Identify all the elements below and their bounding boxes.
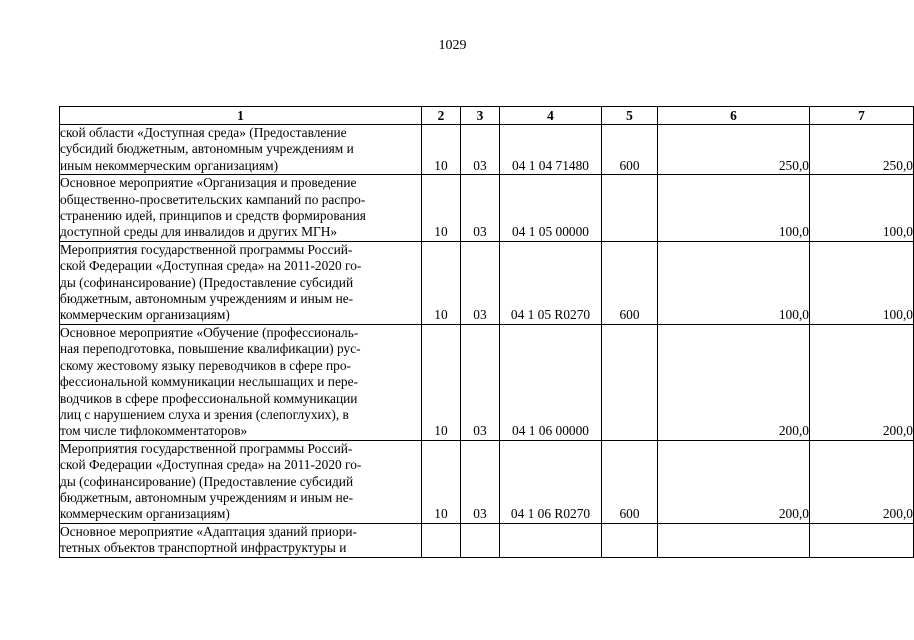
section-code: 10: [422, 241, 461, 324]
row-description: [60, 241, 422, 324]
expense-type-code: [602, 175, 658, 242]
subsection-code: 03: [461, 324, 500, 440]
table-row: [60, 523, 914, 557]
target-article-code: 04 1 06 R0270: [500, 440, 602, 523]
table-row: [60, 440, 914, 523]
description-line: иным некоммерческим организациям): [60, 157, 279, 173]
description-line: общественно-просветительских кампаний по распро-: [60, 191, 366, 207]
description-line: коммерческим организациям): [60, 506, 230, 522]
row-description: [60, 175, 422, 242]
budget-table: [59, 106, 914, 558]
target-article-code: 04 1 05 R0270: [500, 241, 602, 324]
description-line: странению идей, принципов и средств формирования: [60, 208, 366, 224]
page-number: 1029: [438, 38, 467, 53]
section-code: 10: [422, 324, 461, 440]
table-row: [60, 324, 914, 440]
description-line: тетных объектов транспортной инфраструктуры и: [60, 540, 347, 556]
target-article-code: 04 1 05 00000: [500, 175, 602, 242]
row-description: [60, 125, 422, 175]
header-col-3: 3: [461, 107, 500, 125]
header-col-7: 7: [810, 107, 914, 125]
description-line: Основное мероприятие «Организация и проведение: [60, 175, 357, 191]
row-description: [60, 324, 422, 440]
row-description: [60, 440, 422, 523]
amount-col-6: 200,0: [658, 324, 810, 440]
description-line: Мероприятия государственной программы Россий-: [60, 440, 353, 456]
description-line: Основное мероприятие «Обучение (профессиональ-: [60, 324, 359, 340]
subsection-code: 03: [461, 175, 500, 242]
subsection-code: 03: [461, 125, 500, 175]
subsection-code: 03: [461, 440, 500, 523]
table-row: [60, 125, 914, 175]
subsection-code: [461, 523, 500, 557]
description-line: ная переподготовка, повышение квалификации) рус-: [60, 341, 361, 357]
amount-col-6: 250,0: [658, 125, 810, 175]
header-col-2: 2: [422, 107, 461, 125]
description-line: Основное мероприятие «Адаптация зданий приори-: [60, 523, 358, 539]
description-line: доступной среды для инвалидов и других МГН»: [60, 224, 338, 240]
description-line: ской Федерации «Доступная среда» на 2011-2020 го-: [60, 457, 362, 473]
amount-col-7: 100,0: [810, 241, 914, 324]
header-col-1: 1: [60, 107, 422, 125]
description-line: ды (софинансирование) (Предоставление субсидий: [60, 473, 354, 489]
amount-col-7: 100,0: [810, 175, 914, 242]
description-line: ской Федерации «Доступная среда» на 2011-2020 го-: [60, 258, 362, 274]
amount-col-7: 250,0: [810, 125, 914, 175]
target-article-code: [500, 523, 602, 557]
amount-col-7: 200,0: [810, 324, 914, 440]
amount-col-6: 100,0: [658, 175, 810, 242]
description-line: ды (софинансирование) (Предоставление субсидий: [60, 274, 354, 290]
table-row: [60, 241, 914, 324]
description-line: субсидий бюджетным, автономным учреждениям и: [60, 141, 354, 157]
expense-type-code: 600: [602, 241, 658, 324]
table-row: [60, 175, 914, 242]
expense-type-code: [602, 523, 658, 557]
section-code: 10: [422, 175, 461, 242]
description-line: скому жестовому языку переводчиков в сфере про-: [60, 357, 351, 373]
description-line: водчиков в сфере профессиональной коммуникации: [60, 390, 358, 406]
description-line: ской области «Доступная среда» (Предоставление: [60, 125, 347, 140]
expense-type-code: 600: [602, 125, 658, 175]
description-line: лиц с нарушением слуха и зрения (слепоглухих), в: [60, 406, 349, 422]
section-code: [422, 523, 461, 557]
description-line: бюджетным, автономным учреждениям и иным не-: [60, 291, 354, 307]
target-article-code: 04 1 06 00000: [500, 324, 602, 440]
description-line: том числе тифлокомментаторов»: [60, 423, 248, 439]
description-line: фессиональной коммуникации неслышащих и пере-: [60, 374, 358, 390]
description-line: Мероприятия государственной программы Россий-: [60, 241, 353, 257]
row-description: [60, 523, 422, 557]
target-article-code: 04 1 04 71480: [500, 125, 602, 175]
amount-col-7: [810, 523, 914, 557]
header-row: [60, 107, 914, 125]
header-col-5: 5: [602, 107, 658, 125]
expense-type-code: 600: [602, 440, 658, 523]
amount-col-6: [658, 523, 810, 557]
section-code: 10: [422, 440, 461, 523]
section-code: 10: [422, 125, 461, 175]
expense-type-code: [602, 324, 658, 440]
amount-col-6: 200,0: [658, 440, 810, 523]
amount-col-6: 100,0: [658, 241, 810, 324]
description-line: коммерческим организациям): [60, 307, 230, 323]
subsection-code: 03: [461, 241, 500, 324]
header-col-6: 6: [658, 107, 810, 125]
amount-col-7: 200,0: [810, 440, 914, 523]
header-col-4: 4: [500, 107, 602, 125]
description-line: бюджетным, автономным учреждениям и иным не-: [60, 489, 354, 505]
